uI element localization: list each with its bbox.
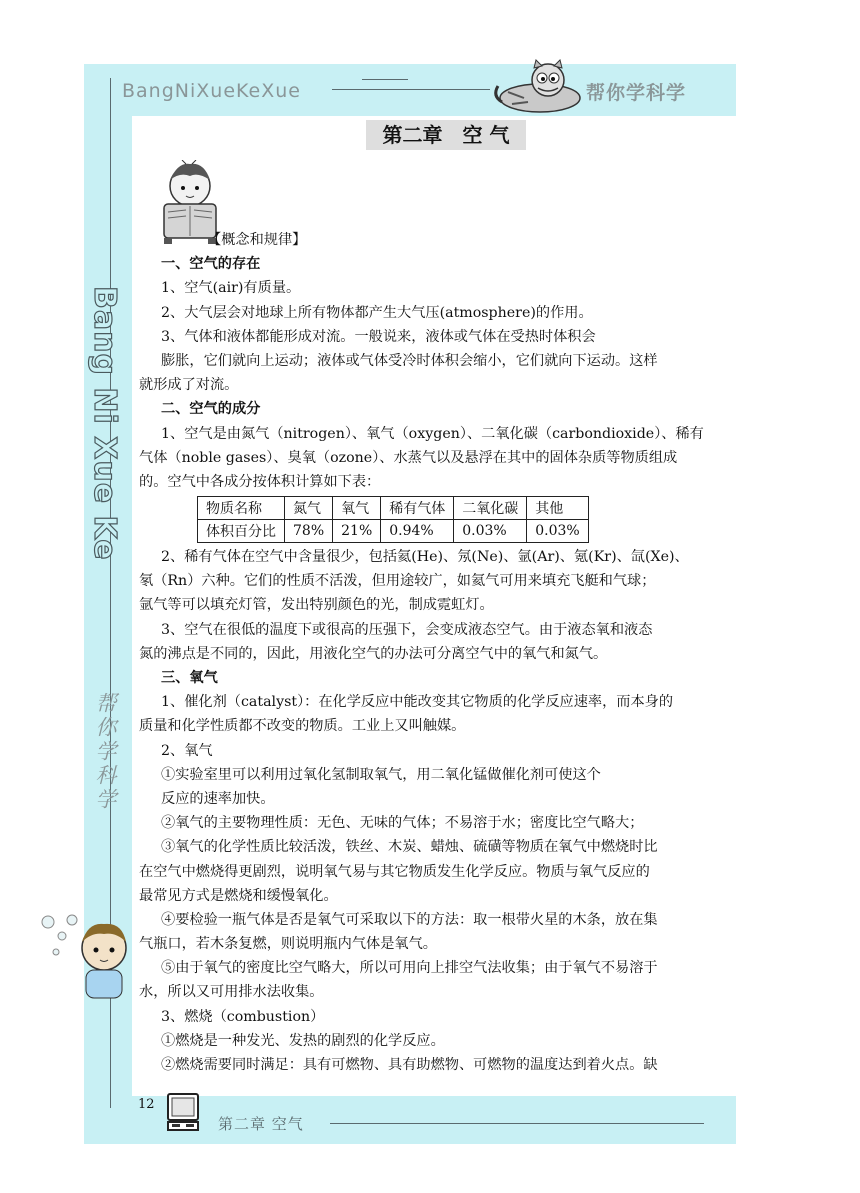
text-line: 质量和化学性质都不改变的物质。工业上又叫触媒。 [139,718,466,735]
table-cell: 78% [285,520,333,543]
text-line: ⑤由于氧气的密度比空气略大，所以可用向上排空气法收集；由于氧气不易溶于 [161,960,658,977]
baby-with-bubbles-icon [38,908,134,1008]
table-cell: 氮气 [285,497,333,520]
table-cell: 稀有气体 [381,497,454,520]
text-line: ①燃烧是一种发光、发热的剧烈的化学反应。 [161,1032,445,1049]
computer-monitor-icon [166,1092,200,1136]
footer-chapter-title: 第二章 空气 [218,1115,304,1133]
text-line: ④要检验一瓶气体是否是氧气可采取以下的方法：取一根带火星的木条，放在集 [161,911,658,928]
footer-rule [330,1123,704,1124]
table-cell: 0.94% [381,520,454,543]
page-number: 12 [138,1097,155,1112]
text-line: 反应的速率加快。 [161,790,275,807]
text-line: 氩气等可以填充灯管，发出特别颜色的光，制成霓虹灯。 [139,597,494,614]
text-line: 的。空气中各成分按体积计算如下表： [139,473,381,490]
table-row [198,520,589,543]
table-cell: 其他 [527,497,588,520]
brand-chinese: 帮你学科学 [586,82,687,104]
text-line: 3、气体和液体都能形成对流。一般说来，液体或气体在受热时体积会 [161,328,596,345]
text-line: ①实验室里可以利用过氧化氢制取氧气，用二氧化锰做催化剂可使这个 [161,766,601,783]
table-header-row [198,497,589,520]
text-line: 1、空气(air)有质量。 [161,280,301,297]
text-line: ②氧气的主要物理性质：无色、无味的气体；不易溶于水；密度比空气略大； [161,815,644,832]
table-cell: 21% [333,520,381,543]
text-line: 3、燃烧（combustion） [161,1008,325,1025]
text-line: 氡（Rn）六种。它们的性质不活泼，但用途较广，如氦气可用来填充飞艇和气球； [139,573,656,590]
text-line: 2、大气层会对地球上所有物体都产生大气压(atmosphere)的作用。 [161,304,593,321]
text-line: 3、空气在很低的温度下或很高的压强下，会变成液态空气。由于液态氧和液态 [161,621,653,638]
header-rule-short [362,79,408,80]
text-line: 气瓶口，若木条复燃，则说明瓶内气体是氧气。 [139,936,437,953]
text-line: 水，所以又可用排水法收集。 [139,984,324,1001]
text-line: ③氧气的化学性质比较活泼，铁丝、木炭、蜡烛、硫磺等物质在氧气中燃烧时比 [161,839,658,856]
section-heading: 二、空气的成分 [161,401,261,418]
header-rule [332,89,490,90]
text-line: 2、稀有气体在空气中含量很少，包括氦(He)、氖(Ne)、氩(Ar)、氪(Kr)、氙(Xe)、 [161,549,689,566]
table-cell: 0.03% [527,520,588,543]
table-cell: 体积百分比 [198,520,285,543]
table-cell: 物质名称 [198,497,285,520]
text-line: 2、氧气 [161,742,213,759]
table-cell: 氧气 [333,497,381,520]
text-line: 1、空气是由氮气（nitrogen）、氧气（oxygen）、二氧化碳（carbondioxide）、稀有 [161,425,704,442]
text-line: 就形成了对流。 [139,377,239,394]
side-title-chinese: 帮你学科学 [93,692,117,812]
text-line: ②燃烧需要同时满足：具有可燃物、具有助燃物、可燃物的温度达到着火点。缺 [161,1057,658,1073]
chapter-title: 第二章 空 气 [366,120,526,150]
brand-english: BangNiXueKeXue [122,80,301,102]
garfield-cartoon-icon [488,58,584,120]
side-title-english: Bang Ni Xue Ke [87,286,122,561]
air-composition-table [197,496,589,543]
text-line: 在空气中燃烧得更剧烈，说明氧气易与其它物质发生化学反应。物质与氧气反应的 [139,863,650,880]
text-line: 1、催化剂（catalyst）：在化学反应中能改变其它物质的化学反应速率，而本身的 [161,694,674,711]
section-heading: 一、空气的存在 [161,256,261,273]
table-cell: 二氧化碳 [454,497,527,520]
table-cell: 0.03% [454,520,527,543]
text-line: 膨胀，它们就向上运动；液体或气体受冷时体积会缩小，它们就向下运动。这样 [161,352,658,369]
text-line: 氮的沸点是不同的，因此，用液化空气的办法可分离空气中的氧气和氮气。 [139,645,608,662]
text-line: 最常见方式是燃烧和缓慢氧化。 [139,887,338,904]
section-heading: 三、氧气 [161,670,218,686]
text-line: 气体（noble gases）、臭氧（ozone）、水蒸气以及悬浮在其中的固体杂质等物质组成 [139,449,678,466]
body-text [139,228,723,1077]
text-line: 【概念和规律】 [207,232,307,248]
